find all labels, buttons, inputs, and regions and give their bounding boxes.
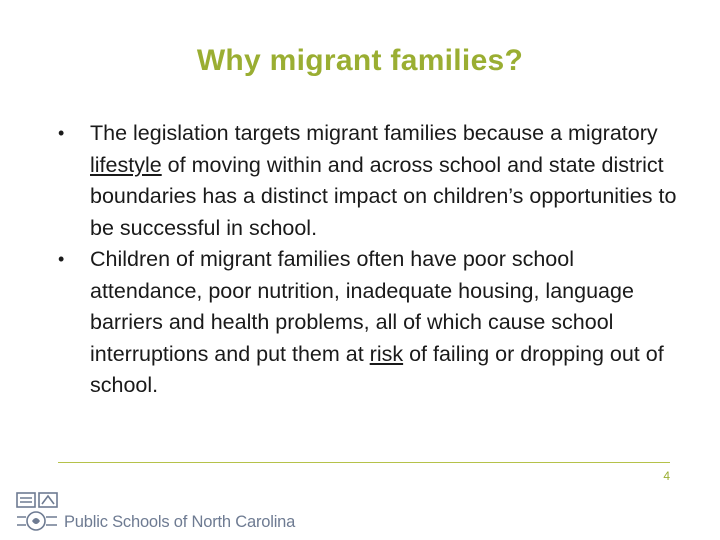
slide-title: Why migrant families?: [196, 44, 524, 77]
underlined-word: lifestyle: [90, 152, 162, 177]
footer-divider: [58, 462, 670, 463]
bullet-dot-icon: •: [58, 123, 65, 143]
footer-logo-text: Public Schools of North Carolina: [64, 513, 296, 531]
underlined-word: risk: [369, 341, 404, 366]
state-seal-logo-icon: [14, 490, 60, 534]
bullet-item: [50, 244, 690, 402]
bullet-list: [50, 118, 690, 402]
bullet-text: of moving within and across school and state district boundaries has a distinct impact on children’s opportunities to be successful in school.: [90, 152, 677, 240]
page-number: 4: [663, 469, 670, 483]
bullet-text: The legislation targets migrant families because a migratory: [90, 121, 658, 145]
bullet-text: of failing or dropping out of school.: [90, 341, 664, 397]
bullet-text: Children of migrant families often have poor school attendance, poor nutrition, inadequate housing, language barriers and health problems, all of which cause school interruptions and put them at: [90, 247, 634, 366]
bullet-item: [50, 118, 690, 244]
bullet-dot-icon: •: [58, 249, 65, 269]
